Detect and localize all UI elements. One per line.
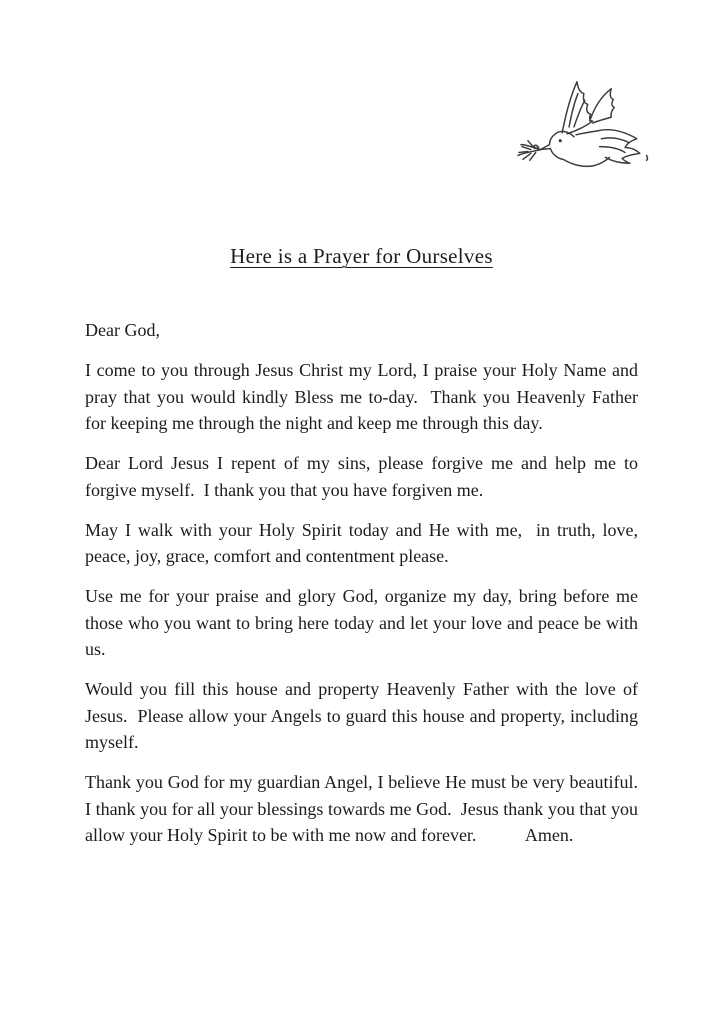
- prayer-paragraph: I come to you through Jesus Christ my Lord, I praise your Holy Name and pray that you would kindly Bless me to-day. Thank you Heavenly Father for keeping me through the night and keep me through this day.: [85, 360, 638, 434]
- prayer-paragraph: May I walk with your Holy Spirit today and He with me, in truth, love, peace, joy, grace, comfort and contentment please.: [85, 519, 638, 567]
- dove-illustration: [494, 70, 654, 178]
- dove-icon: [494, 70, 654, 178]
- salutation: Dear God,: [85, 320, 160, 341]
- prayer-paragraph: Use me for your praise and glory God, organize my day, bring before me those who you want to bring here today and let your love and peace be with us.: [85, 586, 638, 660]
- prayer-body: [85, 317, 638, 849]
- prayer-paragraph: Thank you God for my guardian Angel, I believe He must be very beautiful. I thank you for all your blessings towards me God. Jesus thank you that you allow your Holy Spirit to be with me now and forever. Amen.: [85, 772, 638, 846]
- prayer-paragraph: Dear Lord Jesus I repent of my sins, please forgive me and help me to forgive myself. I thank you that you have forgiven me.: [85, 453, 638, 500]
- page-title: Here is a Prayer for Ourselves: [230, 244, 493, 268]
- prayer-paragraph: Would you fill this house and property Heavenly Father with the love of Jesus. Please allow your Angels to guard this house and property, including myself.: [85, 679, 638, 753]
